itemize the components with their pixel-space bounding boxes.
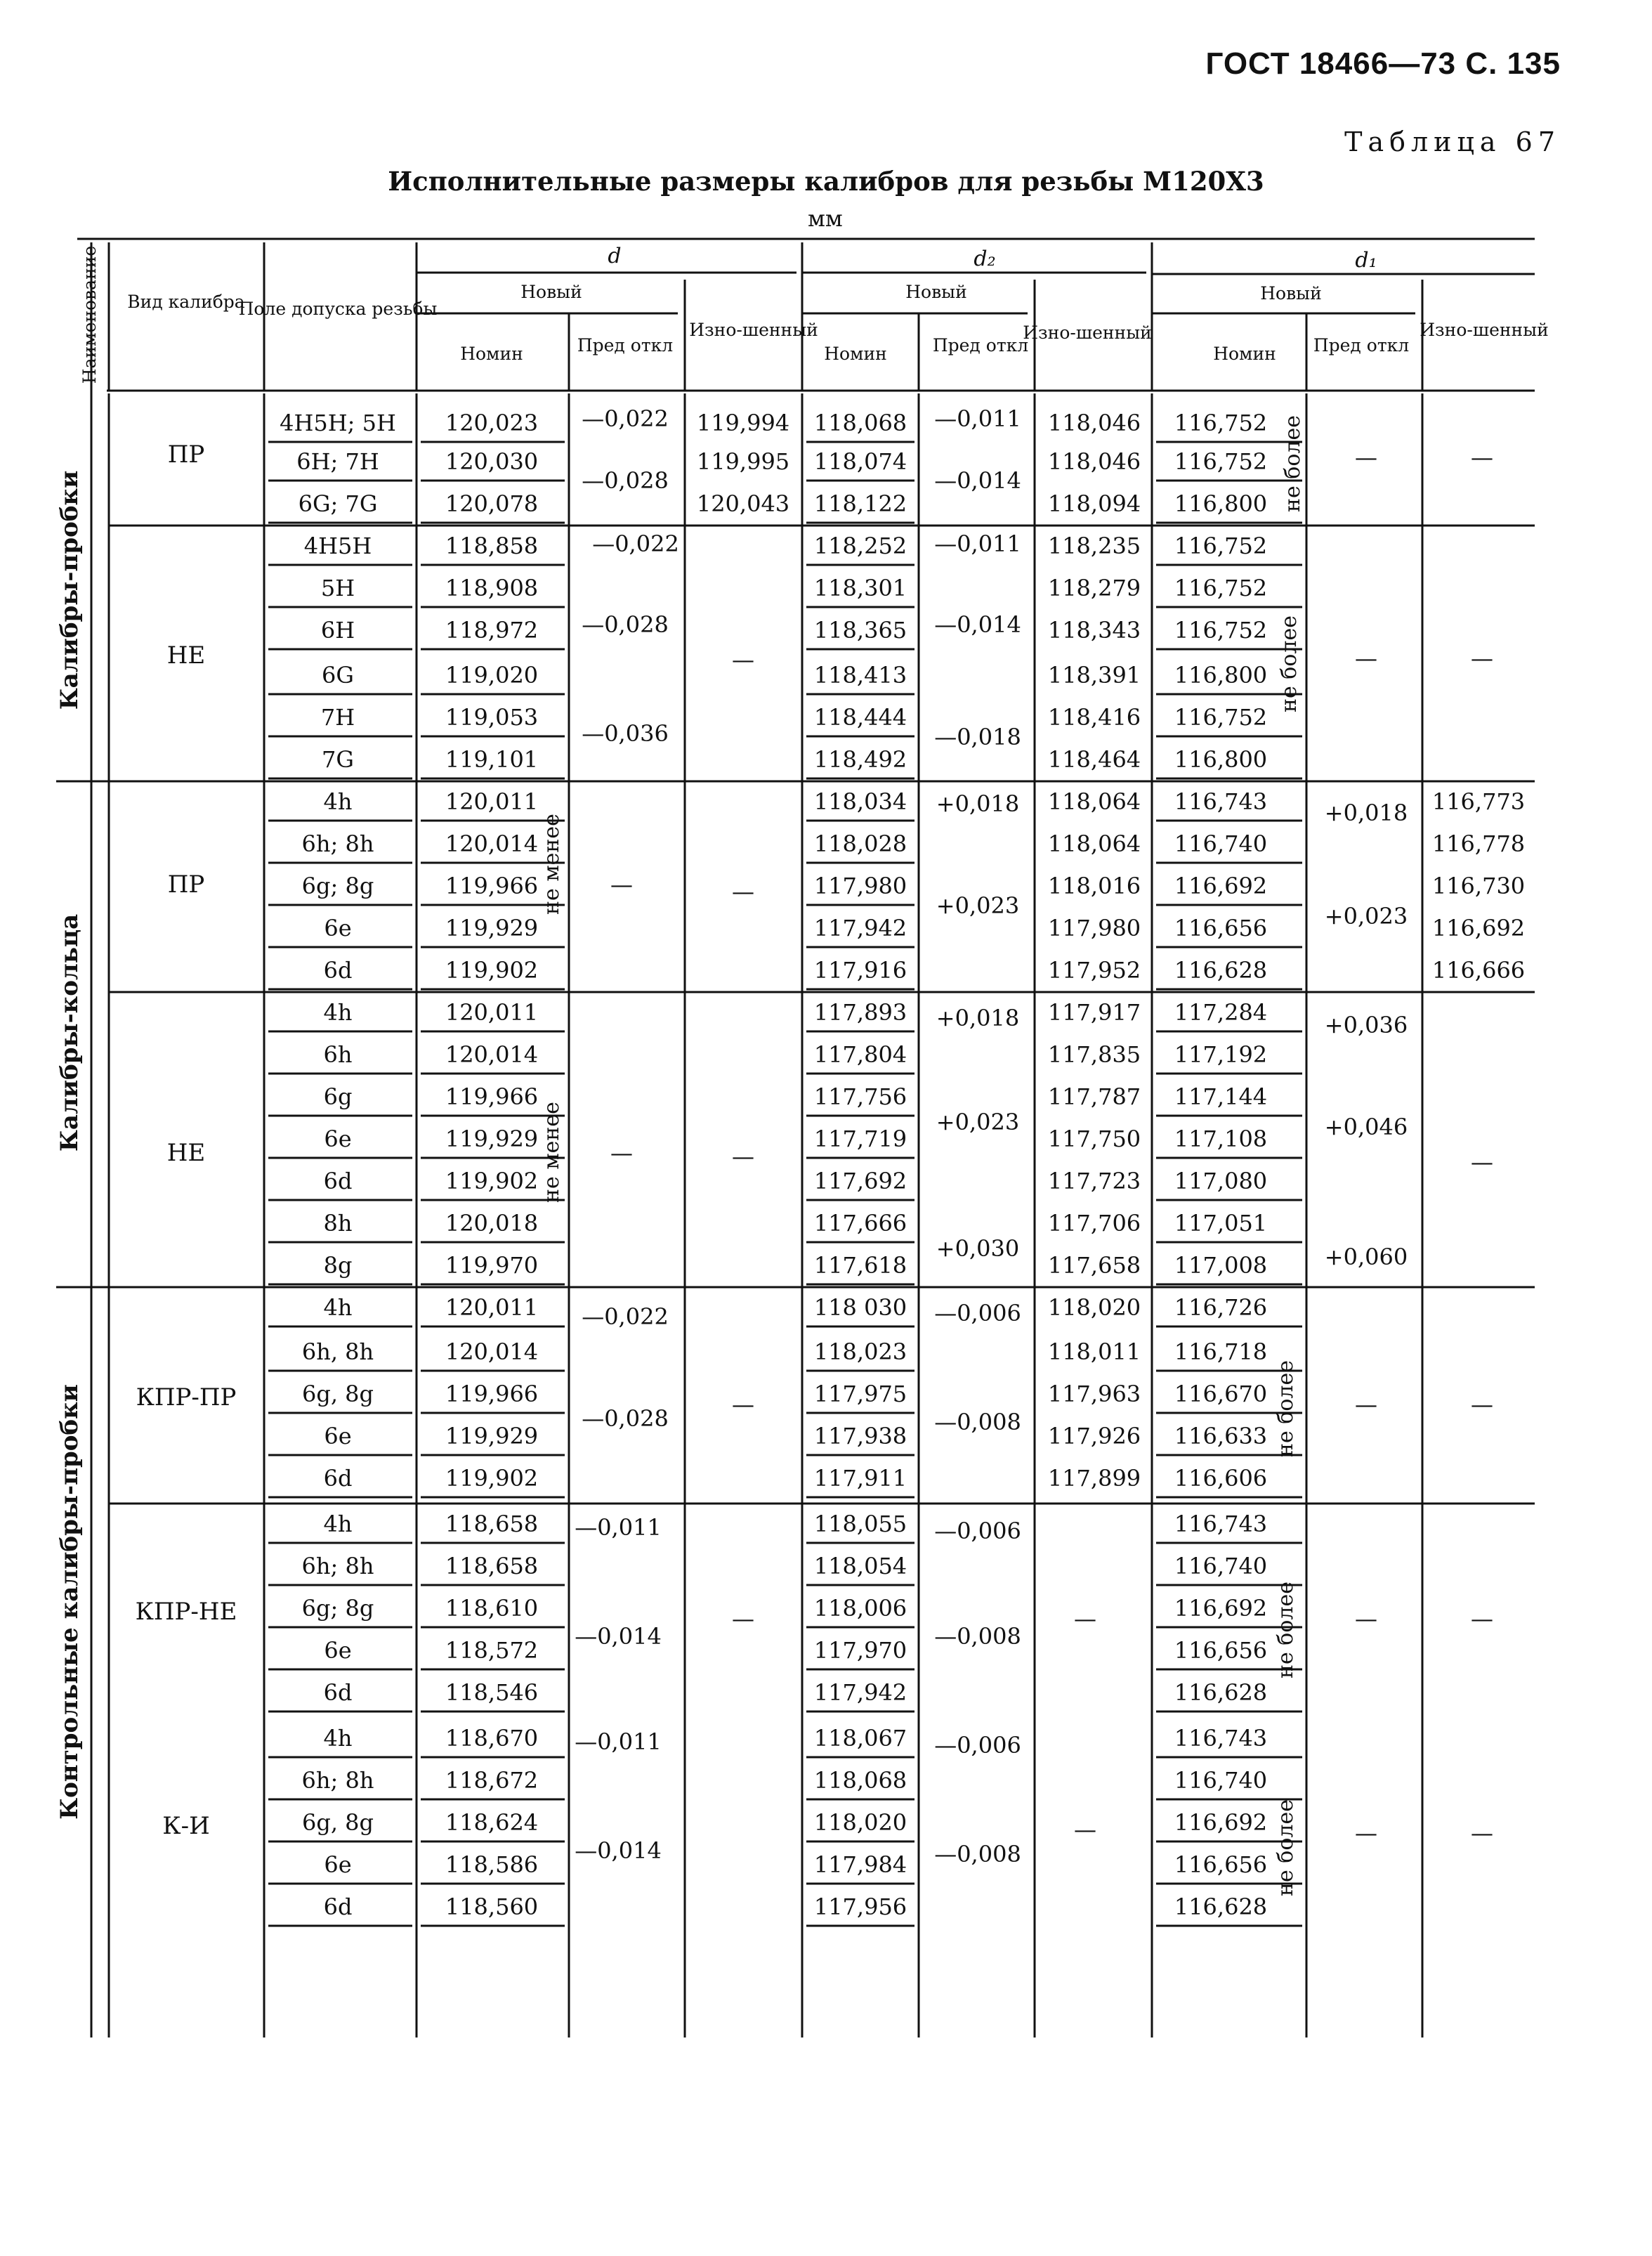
cell-field: 6h, 8h xyxy=(301,1338,374,1365)
cell-d1-nom: 116,743 xyxy=(1174,1511,1268,1537)
cell-d1-worn: 116,666 xyxy=(1431,957,1526,984)
cell-field: 6h; 8h xyxy=(301,830,374,857)
cell-field: 6g, 8g xyxy=(301,1381,374,1407)
d1-nom-header: Номин xyxy=(1213,344,1276,364)
gauge-type-labels xyxy=(136,441,237,1840)
note-not-less: не менее xyxy=(539,814,564,915)
note-not-more: не более xyxy=(1273,1582,1298,1678)
gauge-type-label: ПР xyxy=(167,871,205,899)
cell-d2-nom: 117,980 xyxy=(813,873,907,899)
cell-d2-nom: 117,975 xyxy=(813,1381,907,1407)
cell-d2-worn: 117,899 xyxy=(1047,1465,1141,1492)
deviation-d1: — xyxy=(1355,645,1377,672)
cell-d2-worn: 117,835 xyxy=(1047,1041,1141,1068)
cell-field: 6h xyxy=(323,1041,353,1068)
cell-field: 4H5H xyxy=(303,533,372,559)
unit-label: мм xyxy=(808,205,843,232)
deviation-d: —0,011 xyxy=(575,1514,662,1541)
cell-d-nom: 120,011 xyxy=(445,788,539,815)
deviation-d2: +0,018 xyxy=(936,1005,1020,1031)
deviation-d: — xyxy=(610,1140,633,1166)
cell-d2-nom: 117,756 xyxy=(813,1083,907,1110)
cell-field: 6g, 8g xyxy=(301,1809,374,1836)
cell-field: 4h xyxy=(323,1511,353,1537)
cell-d-nom: 118,586 xyxy=(445,1851,539,1878)
gauge-type-label: К-И xyxy=(162,1812,210,1840)
cell-d-nom: 120,014 xyxy=(445,1041,539,1068)
deviation-d2: —0,006 xyxy=(934,1300,1021,1326)
deviation-d-worn: — xyxy=(732,878,754,905)
cell-d-nom: 118,672 xyxy=(445,1767,539,1794)
cell-field: 4H5H; 5H xyxy=(280,410,396,436)
cell-d-nom: 119,966 xyxy=(445,1083,539,1110)
cell-field: 5H xyxy=(320,575,355,601)
group-labels xyxy=(55,471,84,1820)
cell-d1-nom: 116,752 xyxy=(1174,410,1268,436)
d2-worn-header: Изно-шенный xyxy=(1023,322,1152,343)
cell-d2-nom: 117,618 xyxy=(813,1252,907,1279)
cell-d-nom: 119,929 xyxy=(445,1423,539,1449)
cell-field: 6d xyxy=(323,1465,353,1492)
cell-field: 6e xyxy=(324,1126,352,1152)
cell-field: 6H xyxy=(320,617,355,644)
cell-d-nom: 118,658 xyxy=(445,1511,539,1537)
cell-field: 4h xyxy=(323,1294,353,1321)
cell-d1-nom: 116,740 xyxy=(1174,1553,1268,1579)
d-nom-header: Номин xyxy=(460,344,523,364)
deviation-d2: —0,014 xyxy=(934,467,1021,494)
cell-d-nom: 119,966 xyxy=(445,1381,539,1407)
cell-d2-worn: 118,016 xyxy=(1047,873,1141,899)
cell-d-nom: 119,902 xyxy=(445,1465,539,1492)
cell-d-nom: 118,546 xyxy=(445,1679,539,1706)
cell-d2-nom: 118,068 xyxy=(813,410,907,436)
cell-d1-nom: 117,192 xyxy=(1174,1041,1268,1068)
cell-field: 4h xyxy=(323,1725,353,1752)
cell-d1-nom: 116,752 xyxy=(1174,575,1268,601)
cell-field: 6e xyxy=(324,915,352,941)
cell-d-nom: 120,011 xyxy=(445,999,539,1026)
cell-d2-nom: 118,444 xyxy=(813,704,907,731)
cell-d2-worn: 117,658 xyxy=(1047,1252,1141,1279)
cell-d2-nom: 117,984 xyxy=(813,1851,907,1878)
cell-d1-nom: 116,628 xyxy=(1174,1679,1268,1706)
deviation-d: —0,014 xyxy=(575,1623,662,1650)
cell-d1-nom: 116,718 xyxy=(1174,1338,1268,1365)
cell-field: 6e xyxy=(324,1851,352,1878)
cell-field: 4h xyxy=(323,999,353,1026)
cell-d1-nom: 116,800 xyxy=(1174,746,1268,773)
cell-d1-nom: 117,284 xyxy=(1174,999,1268,1026)
d-new-header: Новый xyxy=(520,282,582,302)
deviation-d2: —0,006 xyxy=(934,1732,1021,1759)
cell-d1-nom: 116,743 xyxy=(1174,1725,1268,1752)
cell-d-worn: 119,994 xyxy=(696,410,790,436)
cell-d2-worn: 118,391 xyxy=(1047,662,1141,689)
cell-d1-nom: 116,800 xyxy=(1174,662,1268,689)
cell-d-nom: 118,858 xyxy=(445,533,539,559)
gauge-type-label: КПР-НЕ xyxy=(135,1598,237,1626)
deviation-d2: —0,008 xyxy=(934,1841,1021,1867)
group-label: Калибры-кольца xyxy=(55,913,84,1152)
cell-d2-worn: 117,917 xyxy=(1047,999,1141,1026)
deviation-d1: — xyxy=(1355,1391,1377,1418)
cell-d-nom: 119,929 xyxy=(445,915,539,941)
cell-d-nom: 118,670 xyxy=(445,1725,539,1752)
cell-d2-worn: 118,064 xyxy=(1047,788,1141,815)
table-body xyxy=(280,410,1525,1920)
gauge-type-label: КПР-ПР xyxy=(136,1383,237,1411)
cell-d-nom: 118,908 xyxy=(445,575,539,601)
standard-header: ГОСТ 18466—73 С. 135 xyxy=(1205,46,1561,81)
note-not-more: не более xyxy=(1280,415,1305,512)
deviation-d2-worn: — xyxy=(1074,1605,1096,1632)
deviation-d-worn: — xyxy=(732,1143,754,1170)
cell-field: 6g; 8g xyxy=(301,1595,374,1622)
cell-d2-nom: 117,942 xyxy=(813,915,907,941)
deviation-d2: +0,023 xyxy=(936,892,1020,919)
cell-d2-nom: 118,492 xyxy=(813,746,907,773)
cell-d1-nom: 117,051 xyxy=(1174,1210,1268,1237)
cell-d2-worn: 117,706 xyxy=(1047,1210,1141,1237)
deviation-d2: +0,023 xyxy=(936,1109,1020,1135)
d2-dev-header: Пред откл xyxy=(932,335,1029,356)
cell-d-nom: 118,572 xyxy=(445,1637,539,1664)
cell-d2-nom: 118,074 xyxy=(813,448,907,475)
cell-d-nom: 118,658 xyxy=(445,1553,539,1579)
cell-d-nom: 120,014 xyxy=(445,830,539,857)
cell-field: 6d xyxy=(323,1893,353,1920)
cell-d-nom: 118,610 xyxy=(445,1595,539,1622)
cell-d-nom: 119,902 xyxy=(445,1168,539,1194)
cell-d-nom: 119,929 xyxy=(445,1126,539,1152)
cell-d1-worn: 116,730 xyxy=(1431,873,1526,899)
deviation-d2: —0,008 xyxy=(934,1409,1021,1435)
deviation-d1-worn: — xyxy=(1471,1149,1493,1175)
cell-d-nom: 119,053 xyxy=(445,704,539,731)
cell-d1-nom: 116,656 xyxy=(1174,1851,1268,1878)
cell-d2-worn: 118,046 xyxy=(1047,448,1141,475)
cell-d-nom: 118,624 xyxy=(445,1809,539,1836)
cell-d-nom: 120,014 xyxy=(445,1338,539,1365)
deviation-d-worn: — xyxy=(732,1391,754,1418)
cell-d2-nom: 117,666 xyxy=(813,1210,907,1237)
cell-d1-nom: 116,656 xyxy=(1174,1637,1268,1664)
cell-field: 6d xyxy=(323,1168,353,1194)
cell-d1-worn: 116,773 xyxy=(1431,788,1526,815)
note-not-less: не менее xyxy=(539,1102,564,1203)
col-d-header: d xyxy=(608,244,622,268)
cell-d2-worn: 117,723 xyxy=(1047,1168,1141,1194)
cell-d1-nom: 116,752 xyxy=(1174,533,1268,559)
cell-d1-nom: 116,628 xyxy=(1174,1893,1268,1920)
d1-dev-header: Пред откл xyxy=(1313,335,1410,356)
cell-d2-nom: 117,938 xyxy=(813,1423,907,1449)
cell-d-nom: 119,101 xyxy=(445,746,539,773)
cell-d2-nom: 118,365 xyxy=(813,617,907,644)
cell-d2-worn: 117,926 xyxy=(1047,1423,1141,1449)
cell-d2-worn: 118,094 xyxy=(1047,490,1141,517)
cell-d2-nom: 117,893 xyxy=(813,999,907,1026)
cell-d2-nom: 117,804 xyxy=(813,1041,907,1068)
cell-d2-nom: 118,301 xyxy=(813,575,907,601)
cell-d2-nom: 118,054 xyxy=(813,1553,907,1579)
cell-d-worn: 119,995 xyxy=(696,448,790,475)
deviation-d1: — xyxy=(1355,444,1377,471)
cell-d2-nom: 118,034 xyxy=(813,788,907,815)
cell-field: 6d xyxy=(323,1679,353,1706)
cell-d-nom: 118,560 xyxy=(445,1893,539,1920)
cell-d-nom: 120,018 xyxy=(445,1210,539,1237)
cell-field: 6g; 8g xyxy=(301,873,374,899)
cell-d1-nom: 117,108 xyxy=(1174,1126,1268,1152)
cell-field: 6e xyxy=(324,1637,352,1664)
col-name-header: Наименование xyxy=(79,245,100,384)
d1-worn-header: Изно-шенный xyxy=(1420,320,1549,340)
cell-d1-nom: 116,670 xyxy=(1174,1381,1268,1407)
deviation-d1: +0,018 xyxy=(1324,800,1408,826)
deviation-d: —0,028 xyxy=(582,611,669,638)
deviation-d: —0,022 xyxy=(582,1303,669,1330)
deviation-d-worn: — xyxy=(732,646,754,673)
cell-d2-worn: 118,011 xyxy=(1047,1338,1141,1365)
d2-nom-header: Номин xyxy=(824,344,887,364)
cell-d-nom: 120,030 xyxy=(445,448,539,475)
deviation-d2: —0,011 xyxy=(934,405,1021,432)
cell-d2-worn: 117,980 xyxy=(1047,915,1141,941)
cell-d2-nom: 118,252 xyxy=(813,533,907,559)
cell-d2-nom: 118 030 xyxy=(813,1294,907,1321)
gauge-type-label: НЕ xyxy=(166,1139,206,1167)
cell-d2-worn: 118,279 xyxy=(1047,575,1141,601)
deviation-d: —0,022 xyxy=(592,530,679,557)
deviation-d: —0,028 xyxy=(582,467,669,494)
cell-field: 6d xyxy=(323,957,353,984)
cell-d2-worn: 118,064 xyxy=(1047,830,1141,857)
deviation-d2: —0,008 xyxy=(934,1623,1021,1650)
cell-field: 8g xyxy=(323,1252,353,1279)
table-number: Таблица 67 xyxy=(1344,126,1561,157)
cell-d1-nom: 116,628 xyxy=(1174,957,1268,984)
cell-d-nom: 120,023 xyxy=(445,410,539,436)
col-d1-header: d₁ xyxy=(1355,248,1377,273)
deviation-d2: +0,030 xyxy=(936,1235,1020,1262)
cell-field: 6h; 8h xyxy=(301,1767,374,1794)
deviation-d1-worn: — xyxy=(1471,1391,1493,1418)
cell-d1-nom: 116,656 xyxy=(1174,915,1268,941)
cell-d2-nom: 117,942 xyxy=(813,1679,907,1706)
cell-d2-worn: 118,235 xyxy=(1047,533,1141,559)
d-worn-header: Изно-шенный xyxy=(689,320,818,340)
cell-d1-nom: 116,740 xyxy=(1174,1767,1268,1794)
cell-field: 6G; 7G xyxy=(298,490,378,517)
table-title: Исполнительные размеры калибров для резьбы М120Х3 xyxy=(388,166,1264,197)
cell-d2-worn: 118,464 xyxy=(1047,746,1141,773)
deviation-d2: —0,018 xyxy=(934,724,1021,750)
cell-d-nom: 119,020 xyxy=(445,662,539,689)
table-grid xyxy=(56,239,1535,2037)
cell-d2-nom: 118,020 xyxy=(813,1809,907,1836)
group-label: Контрольные калибры-пробки xyxy=(55,1384,84,1820)
cell-d1-nom: 116,692 xyxy=(1174,873,1268,899)
col-field-header: Поле допуска резьбы xyxy=(238,299,438,319)
cell-d2-nom: 118,067 xyxy=(813,1725,907,1752)
cell-d1-nom: 117,080 xyxy=(1174,1168,1268,1194)
cell-field: 8h xyxy=(323,1210,353,1237)
cell-d2-nom: 117,911 xyxy=(813,1465,907,1492)
deviation-d2: —0,011 xyxy=(934,530,1021,557)
cell-d1-nom: 116,692 xyxy=(1174,1595,1268,1622)
cell-d-nom: 120,078 xyxy=(445,490,539,517)
cell-field: 6H; 7H xyxy=(296,448,379,475)
deviation-d: —0,028 xyxy=(582,1405,669,1432)
deviation-d1: +0,036 xyxy=(1324,1012,1408,1038)
deviation-d: —0,022 xyxy=(582,405,669,432)
col-type-header: Вид калибра xyxy=(127,292,245,312)
cell-d1-nom: 116,743 xyxy=(1174,788,1268,815)
cell-field: 6h; 8h xyxy=(301,1553,374,1579)
deviation-d1-worn: — xyxy=(1471,1820,1493,1846)
deviation-d1: +0,060 xyxy=(1324,1244,1408,1270)
deviation-d1: — xyxy=(1355,1605,1377,1632)
cell-d-worn: 120,043 xyxy=(696,490,790,517)
cell-d2-nom: 117,916 xyxy=(813,957,907,984)
deviation-d: — xyxy=(610,871,633,898)
deviation-d1: +0,046 xyxy=(1324,1114,1408,1140)
cell-d-nom: 119,902 xyxy=(445,957,539,984)
cell-d1-nom: 116,752 xyxy=(1174,617,1268,644)
cell-field: 6e xyxy=(324,1423,352,1449)
gauge-type-label: ПР xyxy=(167,441,205,469)
cell-d1-nom: 117,144 xyxy=(1174,1083,1268,1110)
cell-d2-worn: 118,020 xyxy=(1047,1294,1141,1321)
deviation-d2: —0,014 xyxy=(934,611,1021,638)
cell-d2-worn: 118,046 xyxy=(1047,410,1141,436)
deviation-d: —0,014 xyxy=(575,1837,662,1864)
deviation-d-worn: — xyxy=(732,1605,754,1632)
cell-d1-nom: 116,606 xyxy=(1174,1465,1268,1492)
deviation-d1: +0,023 xyxy=(1324,903,1408,930)
cell-d2-nom: 118,055 xyxy=(813,1511,907,1537)
cell-d1-nom: 116,692 xyxy=(1174,1809,1268,1836)
cell-d2-nom: 118,068 xyxy=(813,1767,907,1794)
cell-d2-nom: 118,028 xyxy=(813,830,907,857)
deviation-d2: +0,018 xyxy=(936,790,1020,817)
cell-d1-nom: 116,752 xyxy=(1174,448,1268,475)
cell-d1-nom: 116,726 xyxy=(1174,1294,1268,1321)
cell-d1-nom: 116,800 xyxy=(1174,490,1268,517)
deviation-d1-worn: — xyxy=(1471,645,1493,672)
cell-d2-worn: 117,952 xyxy=(1047,957,1141,984)
cell-d1-nom: 116,740 xyxy=(1174,830,1268,857)
cell-d-nom: 119,966 xyxy=(445,873,539,899)
cell-field: 7H xyxy=(320,704,355,731)
cell-d2-worn: 117,787 xyxy=(1047,1083,1141,1110)
cell-field: 6G xyxy=(322,662,354,689)
group-label: Калибры-пробки xyxy=(55,470,84,710)
note-not-more: не более xyxy=(1273,1799,1298,1896)
deviation-d1-worn: — xyxy=(1471,444,1493,471)
cell-d2-worn: 118,416 xyxy=(1047,704,1141,731)
cell-d2-nom: 117,692 xyxy=(813,1168,907,1194)
deviation-d2: —0,006 xyxy=(934,1518,1021,1544)
deviation-d: —0,011 xyxy=(575,1728,662,1755)
cell-d1-nom: 117,008 xyxy=(1174,1252,1268,1279)
deviation-d1: — xyxy=(1355,1820,1377,1846)
cell-d2-nom: 118,006 xyxy=(813,1595,907,1622)
cell-d2-worn: 117,750 xyxy=(1047,1126,1141,1152)
cell-field: 6g xyxy=(323,1083,353,1110)
cell-d2-nom: 117,719 xyxy=(813,1126,907,1152)
note-not-more: не более xyxy=(1277,615,1302,712)
note-not-more: не более xyxy=(1273,1360,1298,1457)
cell-d1-nom: 116,633 xyxy=(1174,1423,1268,1449)
deviation-d1-worn: — xyxy=(1471,1605,1493,1632)
gauge-type-label: НЕ xyxy=(166,641,206,670)
cell-d2-nom: 118,122 xyxy=(813,490,907,517)
cell-d1-worn: 116,778 xyxy=(1431,830,1526,857)
d1-new-header: Новый xyxy=(1260,283,1322,304)
cell-field: 7G xyxy=(322,746,354,773)
cell-d-nom: 120,011 xyxy=(445,1294,539,1321)
cell-d2-worn: 117,963 xyxy=(1047,1381,1141,1407)
d-dev-header: Пред откл xyxy=(577,335,674,356)
cell-field: 4h xyxy=(323,788,353,815)
cell-d2-nom: 118,023 xyxy=(813,1338,907,1365)
deviation-d: —0,036 xyxy=(582,720,669,747)
deviation-d2-worn: — xyxy=(1074,1816,1096,1843)
cell-d-nom: 118,972 xyxy=(445,617,539,644)
cell-d2-nom: 117,956 xyxy=(813,1893,907,1920)
col-d2-header: d₂ xyxy=(973,247,996,271)
cell-d1-worn: 116,692 xyxy=(1431,915,1526,941)
cell-d2-worn: 118,343 xyxy=(1047,617,1141,644)
d2-new-header: Новый xyxy=(905,282,967,302)
cell-d2-nom: 118,413 xyxy=(813,662,907,689)
cell-d2-nom: 117,970 xyxy=(813,1637,907,1664)
cell-d1-nom: 116,752 xyxy=(1174,704,1268,731)
cell-d-nom: 119,970 xyxy=(445,1252,539,1279)
